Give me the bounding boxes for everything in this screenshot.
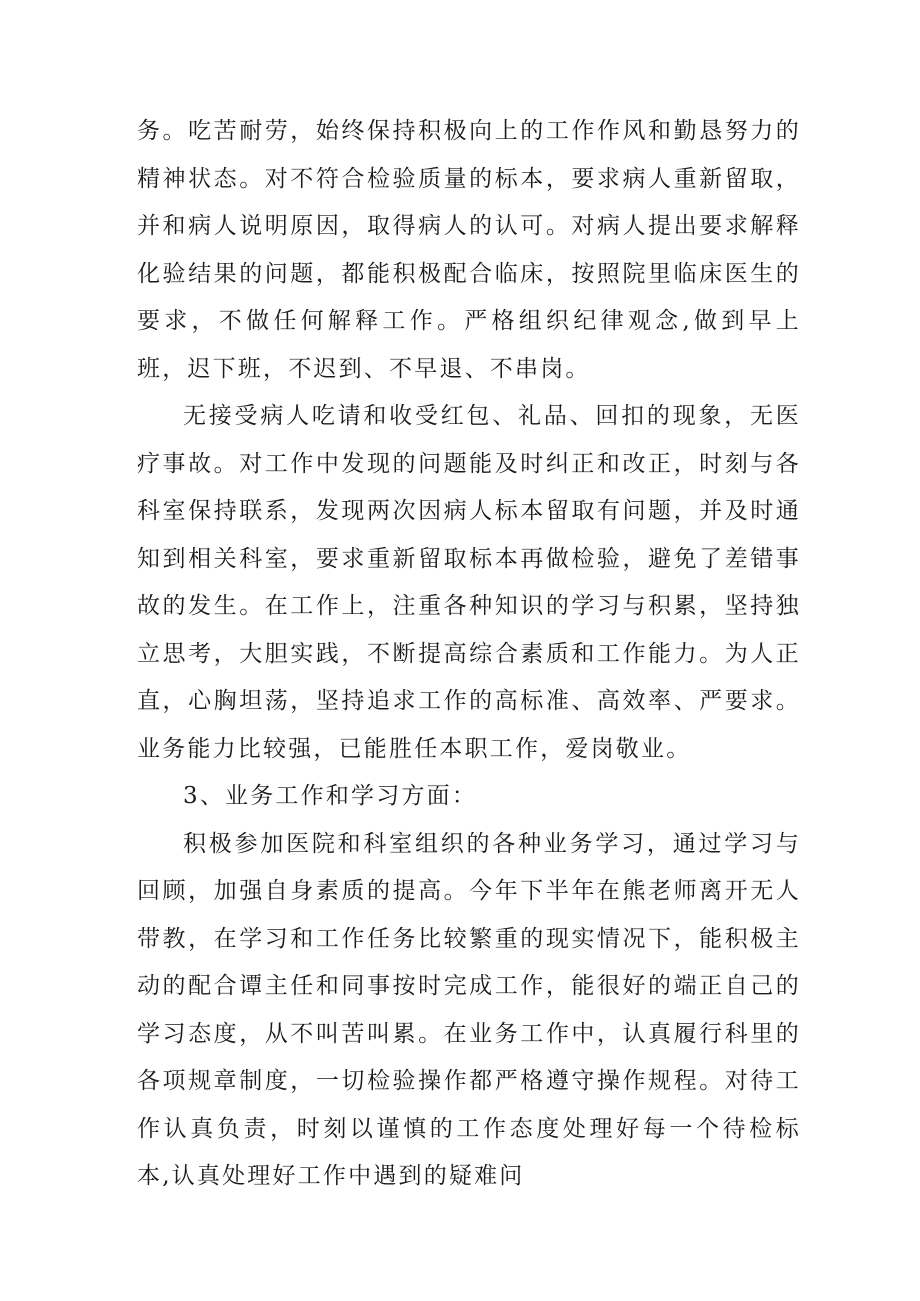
paragraph-3: 积极参加医院和科室组织的各种业务学习，通过学习与回顾，加强自身素质的提高。今年下半年在熊老师离开无人带教，在学习和工作任务比较繁重的现实情况下，能积极主动的配合谭主任和同事按时完成工作，能很好的端正自己的学习态度，从不叫苦叫累。在业务工作中，认真履行科里的各项规章制度，一切检验操作都严格遵守操作规程。对待工作认真负责，时刻以谨慎的工作态度处理好每一个待检标本,认真处理好工作中遇到的疑难问: [137, 830, 801, 1189]
document-body: [137, 108, 801, 1201]
paragraph-2: 无接受病人吃请和收受红包、礼品、回扣的现象，无医疗事故。对工作中发现的问题能及时纠正和改正，时刻与各科室保持联系，发现两次因病人标本留取有问题，并及时通知到相关科室，要求重新留取标本再做检验，避免了差错事故的发生。在工作上，注重各种知识的学习与积累，坚持独立思考，大胆实践，不断提高综合素质和工作能力。为人正直，心胸坦荡，坚持追求工作的高标准、高效率、严要求。业务能力比较强，已能胜任本职工作，爱岗敬业。: [137, 403, 801, 762]
section-heading: 3、业务工作和学习方面：: [183, 783, 478, 809]
paragraph-1: 务。吃苦耐劳，始终保持积极向上的工作作风和勤恳努力的精神状态。对不符合检验质量的标本，要求病人重新留取，并和病人说明原因，取得病人的认可。对病人提出要求解释化验结果的问题，都能积极配合临床，按照院里临床医生的要求，不做任何解释工作。严格组织纪律观念,做到早上班，迟下班，不迟到、不早退、不串岗。: [137, 118, 801, 382]
